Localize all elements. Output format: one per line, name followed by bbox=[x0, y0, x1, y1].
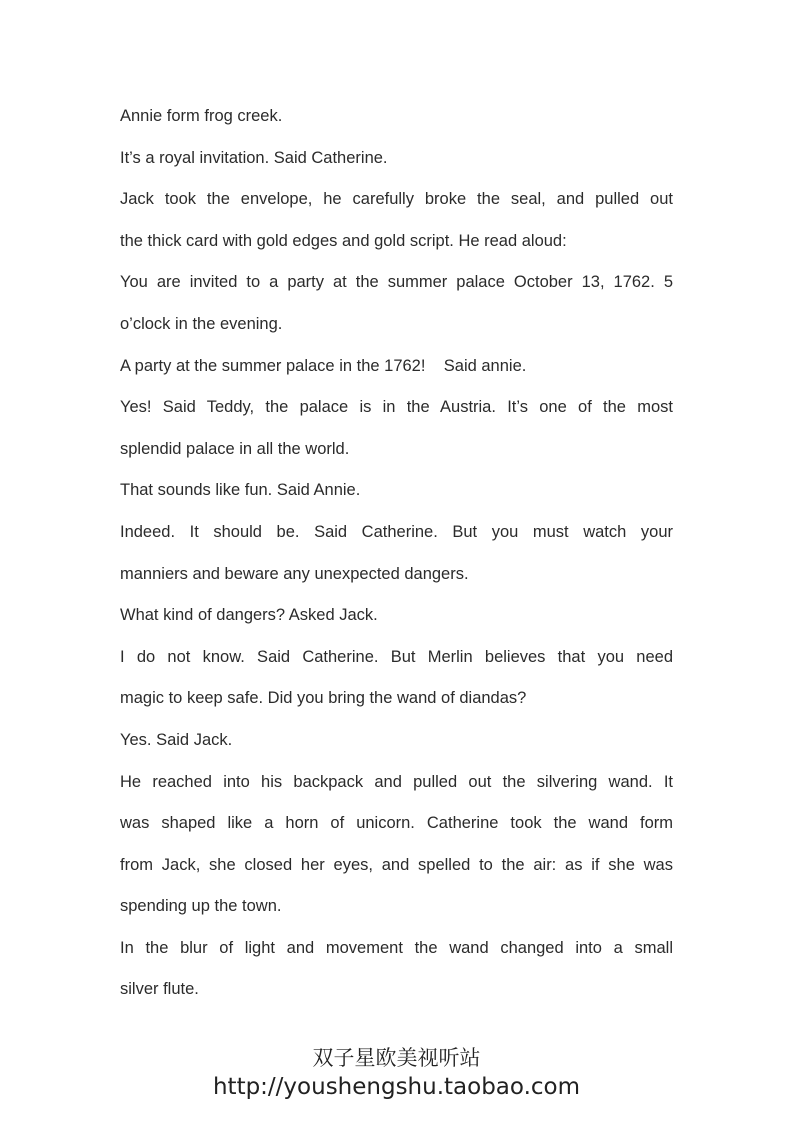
story-line: was shaped like a horn of unicorn. Catherine took the wand form bbox=[120, 814, 673, 833]
story-line: Jack took the envelope, he carefully broke the seal, and pulled out bbox=[120, 190, 673, 209]
story-line: silver flute. bbox=[120, 980, 199, 999]
story-line: o’clock in the evening. bbox=[120, 314, 283, 333]
story-line: Indeed. It should be. Said Catherine. But you must watch your bbox=[120, 522, 673, 541]
story-line: Yes. Said Jack. bbox=[120, 730, 233, 749]
story-line: A party at the summer palace in the 1762! Said annie. bbox=[120, 356, 527, 375]
footer-site-name: 双子星欧美视听站 bbox=[312, 1046, 481, 1070]
story-line: What kind of dangers? Asked Jack. bbox=[120, 606, 378, 625]
story-line: That sounds like fun. Said Annie. bbox=[120, 481, 361, 500]
story-line: magic to keep safe. Did you bring the wand of diandas? bbox=[120, 689, 527, 708]
footer-url: http://youshengshu.taobao.com bbox=[212, 1074, 581, 1100]
story-line: splendid palace in all the world. bbox=[120, 439, 350, 458]
story-line: Annie form frog creek. bbox=[120, 107, 283, 125]
story-line: In the blur of light and movement the wand changed into a small bbox=[120, 938, 673, 957]
story-line: manniers and beware any unexpected dangers. bbox=[120, 564, 469, 583]
story-line: Yes! Said Teddy, the palace is in the Austria. It’s one of the most bbox=[120, 398, 673, 417]
story-text bbox=[120, 96, 673, 1011]
story-line: He reached into his backpack and pulled out the silvering wand. It bbox=[120, 772, 673, 791]
story-line: It’s a royal invitation. Said Catherine. bbox=[120, 148, 388, 167]
page-footer bbox=[0, 1044, 793, 1102]
story-line: the thick card with gold edges and gold script. He read aloud: bbox=[120, 231, 567, 250]
story-line: You are invited to a party at the summer palace October 13, 1762. 5 bbox=[120, 273, 673, 292]
story-line: spending up the town. bbox=[120, 897, 282, 916]
story-line: from Jack, she closed her eyes, and spelled to the air: as if she was bbox=[120, 855, 673, 874]
story-line: I do not know. Said Catherine. But Merlin believes that you need bbox=[120, 647, 673, 666]
